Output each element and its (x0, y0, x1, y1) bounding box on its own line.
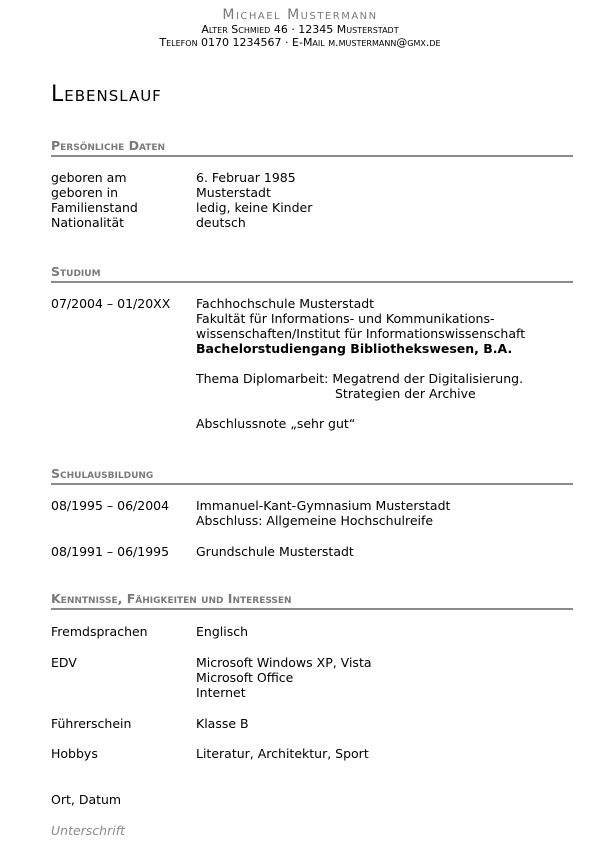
row-value: Klasse B (196, 716, 249, 731)
school-degree: Abschluss: Allgemeine Hochschulreife (196, 513, 434, 528)
thesis-line-1: Thema Diplomarbeit: Megatrend der Digitalisierung. (196, 371, 524, 386)
section-heading: Kenntnisse, Fähigkeiten und Interessen (51, 591, 573, 610)
studies-faculty-line-1: Fakultät für Informations- und Kommunikations- (196, 311, 495, 326)
studies-faculty-line-2: wissenschaften/Institut für Informationswissenschaft (196, 326, 526, 341)
final-grade: Abschlussnote „sehr gut“ (196, 416, 356, 431)
thesis-line-2: Strategien der Archive (335, 386, 476, 401)
row-value: ledig, keine Kinder (196, 200, 313, 215)
row-label: geboren in (51, 185, 119, 200)
signature-label: Unterschrift (51, 823, 126, 838)
school-name: Immanuel-Kant-Gymnasium Musterstadt (196, 498, 451, 513)
row-label: Hobbys (51, 746, 98, 761)
row-value: Musterstadt (196, 185, 271, 200)
row-label: Familienstand (51, 200, 138, 215)
studies-period: 07/2004 – 01/20XX (51, 296, 171, 311)
studies-details (196, 296, 525, 431)
school-name: Grundschule Musterstadt (196, 544, 354, 559)
edv-item: Microsoft Windows XP, Vista (196, 655, 372, 670)
section-school (51, 466, 573, 559)
applicant-name: Michael Mustermann (222, 7, 378, 23)
section-studies (51, 264, 573, 431)
applicant-contact: Telefon 0170 1234567 · E-Mail m.mustermann@gmx.de (159, 36, 441, 49)
row-label: Nationalität (51, 215, 125, 230)
section-heading: Persönliche Daten (51, 138, 573, 157)
section-heading: Studium (51, 264, 573, 283)
school-period: 08/1995 – 06/2004 (51, 498, 170, 513)
place-date: Ort, Datum (51, 792, 122, 807)
edv-item: Internet (196, 685, 246, 700)
applicant-address: Alter Schmied 46 · 12345 Musterstadt (201, 23, 399, 36)
row-label: geboren am (51, 170, 127, 185)
section-personal-data (51, 138, 573, 230)
row-value: Literatur, Architektur, Sport (196, 746, 369, 761)
row-label: Fremdsprachen (51, 624, 148, 639)
row-value: deutsch (196, 215, 246, 230)
row-label: EDV (51, 655, 77, 670)
row-label: Führerschein (51, 716, 132, 731)
edv-item: Microsoft Office (196, 670, 294, 685)
studies-school: Fachhochschule Musterstadt (196, 296, 375, 311)
school-period: 08/1991 – 06/1995 (51, 544, 170, 559)
row-value: Englisch (196, 624, 249, 639)
document-title: Lebenslauf (51, 82, 162, 107)
section-heading: Schulausbildung (51, 466, 573, 485)
row-value: 6. Februar 1985 (196, 170, 296, 185)
studies-degree: Bachelorstudiengang Bibliothekswesen, B.A. (196, 341, 513, 356)
section-skills (51, 591, 573, 761)
letterhead (0, 8, 600, 49)
